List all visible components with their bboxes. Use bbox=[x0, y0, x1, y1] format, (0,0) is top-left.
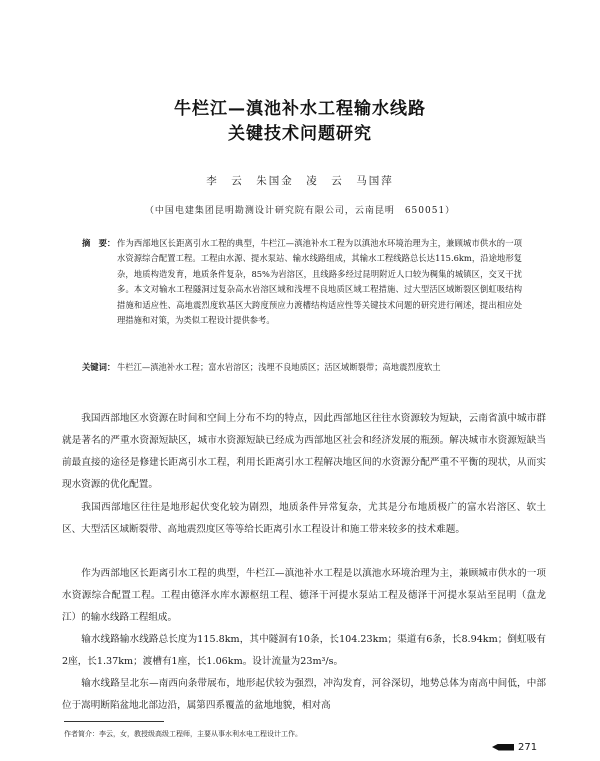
abstract-text: 作为西部地区长距离引水工程的典型，牛栏江—滇池补水工程为以滇池水环境治理为主，兼顾城市供水的一项水资源综合配置工程。工程由水源、提水泵站、输水线路组成，其输水工程线路总长达115.6km，沿途地形复杂，地质构造发育，地质条件复杂，85%为岩溶区，且线路多经过昆明附近人口较为稠集的城镇区，交叉干扰多。本文对输水工程隧洞过复杂高水岩溶区域和浅埋不良地质区域工程措施、过大型活区域断裂区倒虹吸结构措施和适应性、高地震烈度软基区大跨度预应力渡槽结构适应性等关键技术问题的研究进行阐述，提出相应处理措施和对策，为类似工程设计提供参考。 bbox=[117, 238, 522, 326]
body-paragraph-4: 输水线路输水线路总长度为115.8km，其中隧洞有10条，长104.23km；渠道有6条，长8.94km；倒虹吸有2座，长1.37km；渡槽有1座，长1.06km。设计流量为23m³/s。 bbox=[62, 634, 546, 668]
authors: 李 云 朱国金 凌 云 马国萍 bbox=[206, 175, 394, 187]
body-paragraph-5: 输水线路呈北东—南西向条带展布，地形起伏较为强烈，冲沟发育，河谷深切，地势总体为南高中间低，中部位于嵩明断陷盆地北部边沿，属第四系覆盖的盆地地貌，相对高 bbox=[62, 678, 546, 712]
affiliation: （中国电建集团昆明勘测设计研究院有限公司，云南昆明 650051） bbox=[144, 206, 456, 216]
page-number-text: 271 bbox=[518, 742, 538, 753]
footnote: 作者简介：李云，女，教授级高级工程师，主要从事水利水电工程设计工作。 bbox=[64, 730, 302, 738]
abstract-label: 摘 要： bbox=[82, 238, 116, 248]
body-paragraph-1: 我国西部地区水资源在时间和空间上分布不均的特点，因此西部地区往往水资源较为短缺，云南省滇中城市群就是著名的严重水资源短缺区，城市水资源短缺已经成为西部地区社会和经济发展的瓶颈。解决城市水资源短缺当前最直接的途径是修建长距离引水工程，利用长距离引水工程解决地区间的水资源分配严重不平衡的现状，从而实现水资源的优化配置。 bbox=[62, 413, 546, 491]
body-paragraph-2: 我国西部地区往往是地形起伏变化较为剧烈，地质条件异常复杂，尤其是分布地质极广的富水岩溶区、软土区、大型活区域断裂带、高地震烈度区等等给长距离引水工程设计和施工带来较多的技术难题。 bbox=[62, 502, 546, 536]
arrow-icon bbox=[492, 744, 514, 751]
title-line-1: 牛栏江—滇池补水工程输水线路 bbox=[174, 99, 426, 119]
page-number bbox=[492, 742, 537, 753]
footnote-rule bbox=[64, 721, 164, 722]
body-paragraph-3: 作为西部地区长距离引水工程的典型，牛栏江—滇池补水工程是以滇池水环境治理为主，兼顾城市供水的一项水资源综合配置工程。工程由德泽水库水源枢纽工程、德泽干河提水泵站工程及德泽干河提水泵站至昆明（盘龙江）的输水线路工程组成。 bbox=[62, 568, 546, 624]
keywords-text: 牛栏江—滇池补水工程；富水岩溶区；浅埋不良地质区；活区域断裂带；高地震烈度软土 bbox=[117, 362, 441, 372]
title-line-2: 关键技术问题研究 bbox=[228, 124, 372, 144]
keywords-label: 关键词： bbox=[82, 362, 116, 372]
